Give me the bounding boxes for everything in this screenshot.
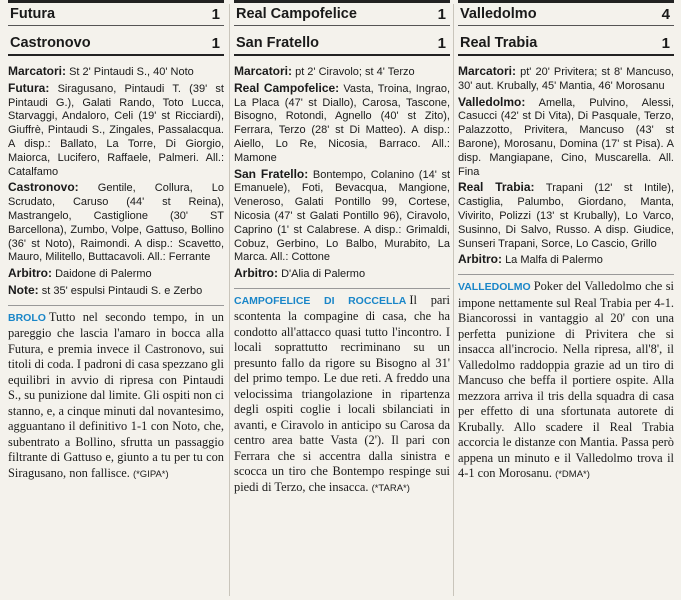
author-credit: (*DMA*): [555, 469, 590, 481]
report-text: Tutto nel secondo tempo, in un pareggio che lascia l'amaro in bocca alla Futura, e premia invece il Castronovo, sui titoli di coda. I padroni di casa spezzano gli equilibri in avvio di ripresa con Pintaudi S., su punizione dal limite. Gli ospiti non ci stanno, e, a cinque minuti dal novantesimo, agguantano il definitivo 1-1 con Noto, che, subentrato a Bollino, sfrutta un passaggio filtrante di Gattuso e, giunto a tu per tu con Siragusano, non fallisce.: [8, 309, 224, 480]
scoreboard: [8, 0, 224, 56]
scorers-line: Marcatori: pt' 20' Privitera; st 8' Mancuso, 30' aut. Krubally, 45' Mantia, 46' Morosanu: [458, 64, 674, 92]
scorers-line: Marcatori: St 2' Pintaudi S., 40' Noto: [8, 64, 194, 78]
column-divider: [229, 4, 230, 596]
away-team-score: 1: [211, 34, 220, 52]
scorers-line: Marcatori: pt 2' Ciravolo; st 4' Terzo: [234, 64, 415, 78]
match-details: [458, 65, 674, 268]
scoreboard: [458, 0, 674, 56]
home-team-row: [458, 3, 674, 26]
dateline-place: CAMPOFELICE DI ROCCELLA: [234, 294, 407, 307]
away-lineup: Castronovo: Gentile, Collura, Lo Scrudato, Caruso (44' st Reina), Mastrangelo, Castiglione (30' ST Barcellona), Zumbo, Volpe, Gattuso, Bollino (36' st Noto), Raimondi. A disp.: Scavetto, Mauro, Militello, Buttacavoli. All.: Ferrante: [8, 180, 224, 264]
away-team-row: [458, 32, 674, 56]
home-lineup: Real Campofelice: Vasta, Troina, Ingrao, La Placa (47' st Diallo), Carosa, Tascone, Bisogno, Rotondi, Agnello (40' st Zito), Ferrara, Terzo (28' st Di Matteo). A disp.: Aiello, Lo Re, Nicosia, Barraco. All.: Mamone: [234, 80, 450, 164]
away-team-row: [8, 32, 224, 56]
match-report: [458, 274, 674, 483]
home-team-row: [234, 3, 450, 26]
away-team-score: 1: [437, 34, 446, 52]
away-team-name: Castronovo: [10, 35, 91, 51]
referee-line: Arbitro: Daidone di Palermo: [8, 266, 152, 281]
away-lineup: Real Trabia: Trapani (12' st Intile), Castiglia, Palumbo, Giordano, Manta, Vivirito, Polizzi (13' st Krubally), Lo Varco, Susinno, Di Salvo, Russo. A disp. Giudice, Sunseri Trapani, Sorce, Lo Cascio, Grillo: [458, 180, 675, 250]
match-column-valledolmo-trabia: [458, 0, 674, 483]
home-team-name: Real Campofelice: [236, 6, 357, 22]
author-credit: (*GIPA*): [132, 468, 169, 480]
away-lineup: San Fratello: Bontempo, Colanino (14' st Emanuele), Foti, Bevacqua, Mangione, Veneroso, Galati Pontillo 99, Cortese, Nicosia (47' st Galati Pontillo 96), Ciravolo, Caprino (1' st Calabrese. A disp.: Grimaldi, Cobuz, Gerbino, Lo Balbo, Murabito, La Marca. All.: Cottone: [234, 166, 450, 264]
match-report: [8, 305, 224, 483]
report-text: Il pari scontenta la compagine di casa, che ha condotto all'attacco quasi tutto l'incontro. I locali soprattutto recriminano su un presunto fallo da rigore su Bisogno al 31' del primo tempo. Le due reti. A freddo una velocissima triangolazione in ripartenza degli ospiti coglie i locali sbilanciati in avanti, e Ciravolo in anticipo su Carosa da centro area batte Vasta (2'). Il pari con Ferrara che si accentra dalla sinistra e scocca un tiro che Bontempo respinge sui piedi di Terzo, che insacca.: [234, 292, 450, 494]
match-report: [234, 288, 450, 497]
home-team-row: [8, 3, 224, 26]
away-team-score: 1: [661, 34, 670, 52]
dateline-place: VALLEDOLMO: [458, 281, 531, 294]
home-team-score: 1: [211, 5, 220, 23]
home-team-score: 4: [661, 5, 670, 23]
home-team-score: 1: [437, 5, 446, 23]
away-team-row: [234, 32, 450, 56]
home-lineup: Futura: Siragusano, Pintaudi T. (39' st Pintaudi G.), Galati Rando, Toto Lucca, Starvaggi, Andaloro, Celi (19' st Ricciardi), Giuffrè, Pintaudi S., Zingales, Passalacqua. A disp.: Ballato, La Torre, Di Giorgio, Maiorca, Lucifero, Raffaele, Palmeri. All.: Catalfamo: [8, 80, 224, 178]
report-text: Poker del Valledolmo che si impone nettamente sul Real Trabia per 4-1. Biancorossi in vantaggio al 20' con una perfetta punizione di Privitera che si insacca all'incrocio. Nella ripresa, all'8', il Valledolmo raddoppia grazie ad un tiro di Mancuso che beffa il portiere ospite. Alla mezzora arriva il tris della squadra di casa per effetto di una sfortunata autorete di Krubally. Allo scadere il Real Trabia accorcia le distanze con Mantia. Passa però appena un minuto e il Valledolmo trova il 4-1 con Morosanu.: [458, 279, 674, 481]
away-team-name: Real Trabia: [460, 35, 538, 51]
match-details: [234, 65, 450, 282]
column-divider: [453, 4, 454, 596]
match-column-campofelice-sanfratello: [234, 0, 450, 496]
referee-line: Arbitro: La Malfa di Palermo: [458, 252, 603, 267]
away-team-name: San Fratello: [236, 35, 319, 51]
home-team-name: Futura: [10, 6, 56, 22]
match-details: [8, 65, 224, 299]
author-credit: (*TARA*): [371, 482, 410, 494]
referee-line: Arbitro: D'Alia di Palermo: [234, 266, 366, 281]
scoreboard: [234, 0, 450, 56]
match-column-futura-castronovo: [8, 0, 224, 482]
home-lineup: Valledolmo: Amella, Pulvino, Alessi, Casucci (42' st Di Vita), Di Pasquale, Terzo, Palazzotto, Privitera, Mancuso (43' st Barone), Morosanu, Domina (17' st Pisa). A disp. Mangiapane, Cino, Muscarella. All. Fina: [458, 94, 675, 178]
dateline-place: BROLO: [8, 311, 46, 324]
home-team-name: Valledolmo: [460, 6, 537, 22]
notes-line: Note: st 35' espulsi Pintaudi S. e Zerbo: [8, 282, 203, 297]
